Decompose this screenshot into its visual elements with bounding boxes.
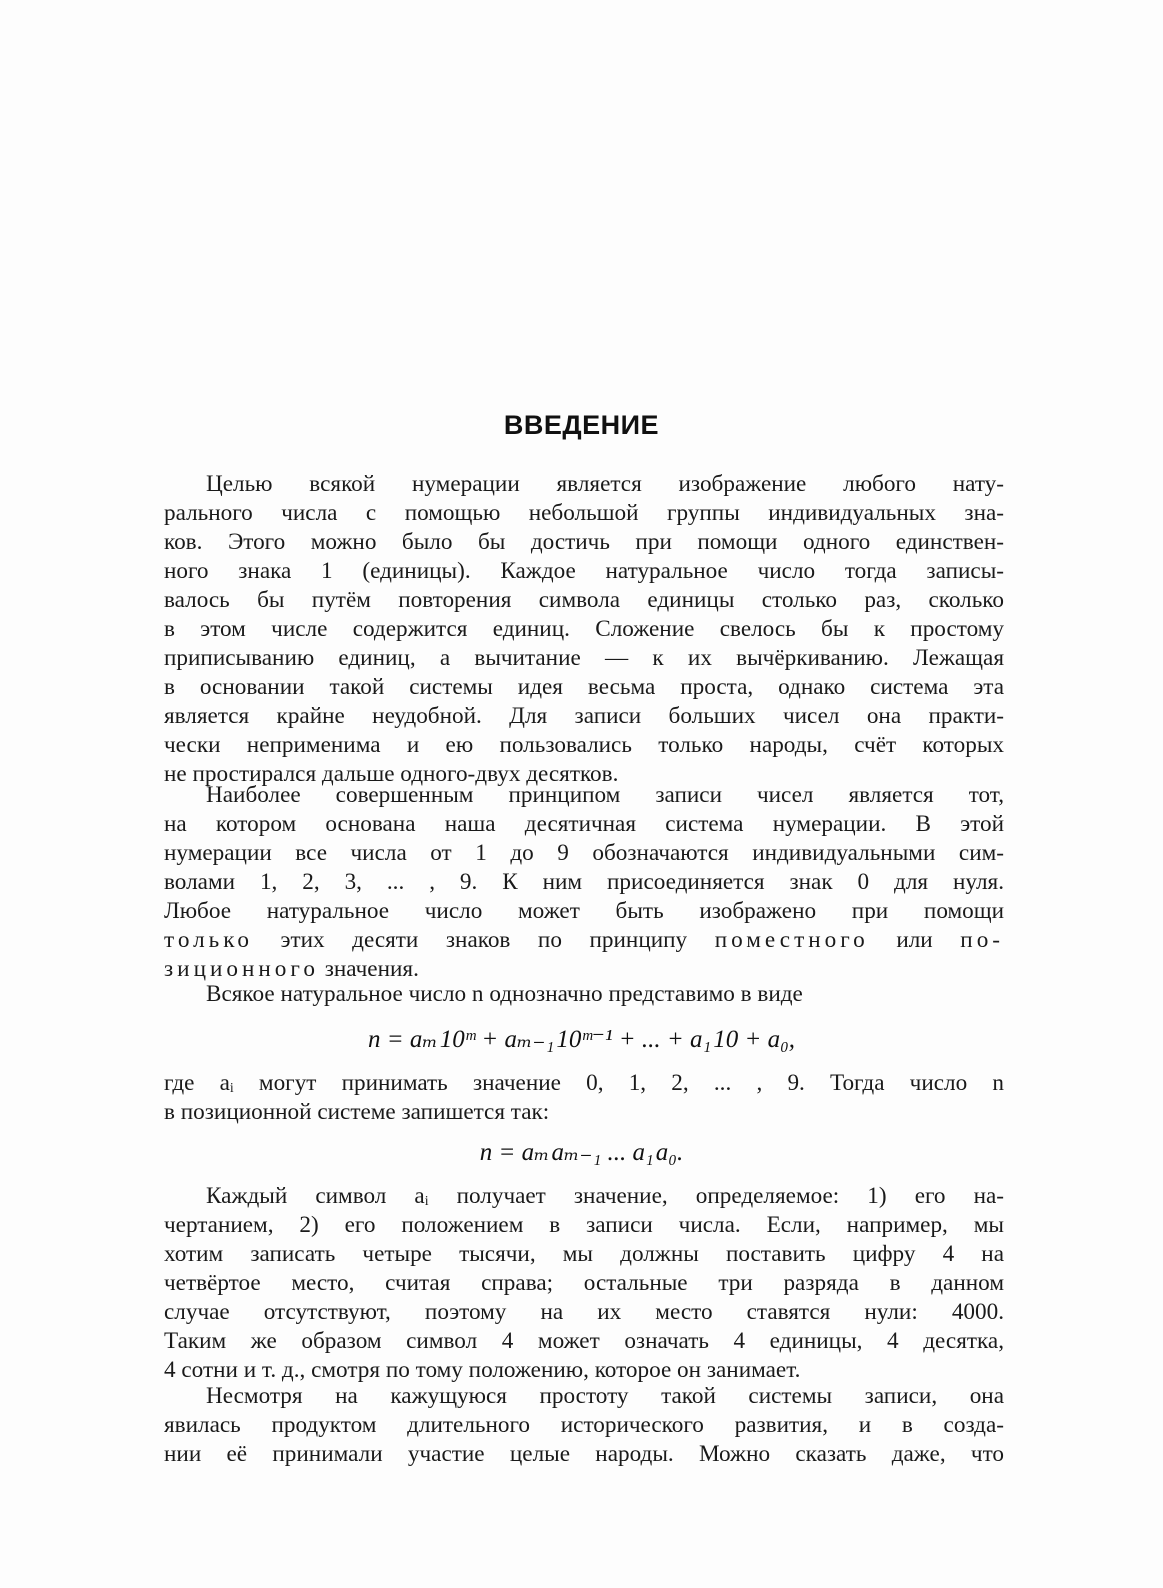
text-line: в этом числе содержится единиц. Сложение свелось бы к простому [164, 616, 1004, 642]
text-line: явилась продуктом длительного исторического развития, и в созда- [164, 1412, 1004, 1438]
formula-positional: n = aₘ aₘ₋₁ ... a₁ a₀. [479, 1139, 684, 1166]
text-line: валось бы путём повторения символа единицы столько раз, сколько [164, 587, 1004, 613]
text-line: является крайне неудобной. Для записи больших чисел она практи- [164, 703, 1004, 729]
text-line: четвёртое место, считая справа; остальные три разряда в данном [164, 1270, 1004, 1296]
spaced-word: по- [960, 927, 1005, 953]
text-line: ного знака 1 (единицы). Каждое натуральное число тогда записы- [164, 558, 1004, 584]
text-line-mixed [164, 926, 1004, 955]
text-line: на котором основана наша десятичная система нумерации. В этой [164, 811, 1004, 837]
paragraph-4 [164, 1069, 1004, 1127]
text-line: нумерации все числа от 1 до 9 обозначаются индивидуальными сим- [164, 840, 1004, 866]
text-line: Каждый символ aᵢ получает значение, определяемое: 1) его на- [206, 1183, 1004, 1209]
chapter-title: ВВЕДЕНИЕ [503, 410, 660, 440]
text-line: Несмотря на кажущуюся простоту такой системы записи, она [206, 1383, 1004, 1409]
text-line: чески неприменима и ею пользовались только народы, счёт которых [164, 732, 1004, 758]
text-line: случае отсутствуют, поэтому на их место ставятся нули: 4000. [164, 1299, 1004, 1325]
text-line: 4 сотни и т. д., смотря по тому положению, которое он занимает. [164, 1357, 801, 1383]
text-line: нии её принимали участие целые народы. Можно сказать даже, что [164, 1441, 1004, 1467]
text-line: приписыванию единиц, а вычитание — к их вычёркиванию. Лежащая [164, 645, 1004, 671]
text-line: ков. Этого можно было бы достичь при помощи одного единствен- [164, 529, 1004, 555]
spaced-word: зиционного [164, 956, 319, 982]
text-span: значения. [318, 956, 419, 982]
text-line: хотим записать четыре тысячи, мы должны поставить цифру 4 на [164, 1241, 1004, 1267]
paragraph-1 [164, 470, 1004, 789]
text-line: Наиболее совершенным принципом записи чисел является тот, [206, 782, 1004, 808]
text-line: Всякое натуральное число n однозначно представимо в виде [206, 981, 803, 1007]
paragraph-6 [164, 1382, 1004, 1469]
formula-expansion: n = aₘ 10ᵐ + aₘ₋₁ 10ᵐ⁻¹ + ... + a₁ 10 + a₀, [367, 1026, 796, 1053]
paragraph-3 [164, 980, 1004, 1009]
text-line: где aᵢ могут принимать значение 0, 1, 2, ... , 9. Тогда число n [164, 1070, 1004, 1096]
paragraph-5 [164, 1182, 1004, 1385]
spaced-word: поместного [714, 927, 869, 953]
text-line: Целью всякой нумерации является изображение любого нату- [206, 471, 1004, 497]
text-line: не простирался дальше одного-двух десятков. [164, 761, 619, 787]
text-line: рального числа с помощью небольшой группы индивидуальных зна- [164, 500, 1004, 526]
text-line: Таким же образом символ 4 может означать 4 единицы, 4 десятка, [164, 1328, 1004, 1354]
text-line: чертанием, 2) его положением в записи числа. Если, например, мы [164, 1212, 1004, 1238]
text-span: или [868, 927, 961, 953]
text-line: в позиционной системе запишется так: [164, 1099, 550, 1125]
text-line: волами 1, 2, 3, ... , 9. К ним присоединяется знак 0 для нуля. [164, 869, 1004, 895]
spaced-word: только [164, 927, 253, 953]
paragraph-2 [164, 781, 1004, 984]
text-line: Любое натуральное число может быть изображено при помощи [164, 898, 1004, 924]
text-span: этих десяти знаков по принципу [252, 927, 715, 953]
text-line: в основании такой системы идея весьма проста, однако система эта [164, 674, 1004, 700]
